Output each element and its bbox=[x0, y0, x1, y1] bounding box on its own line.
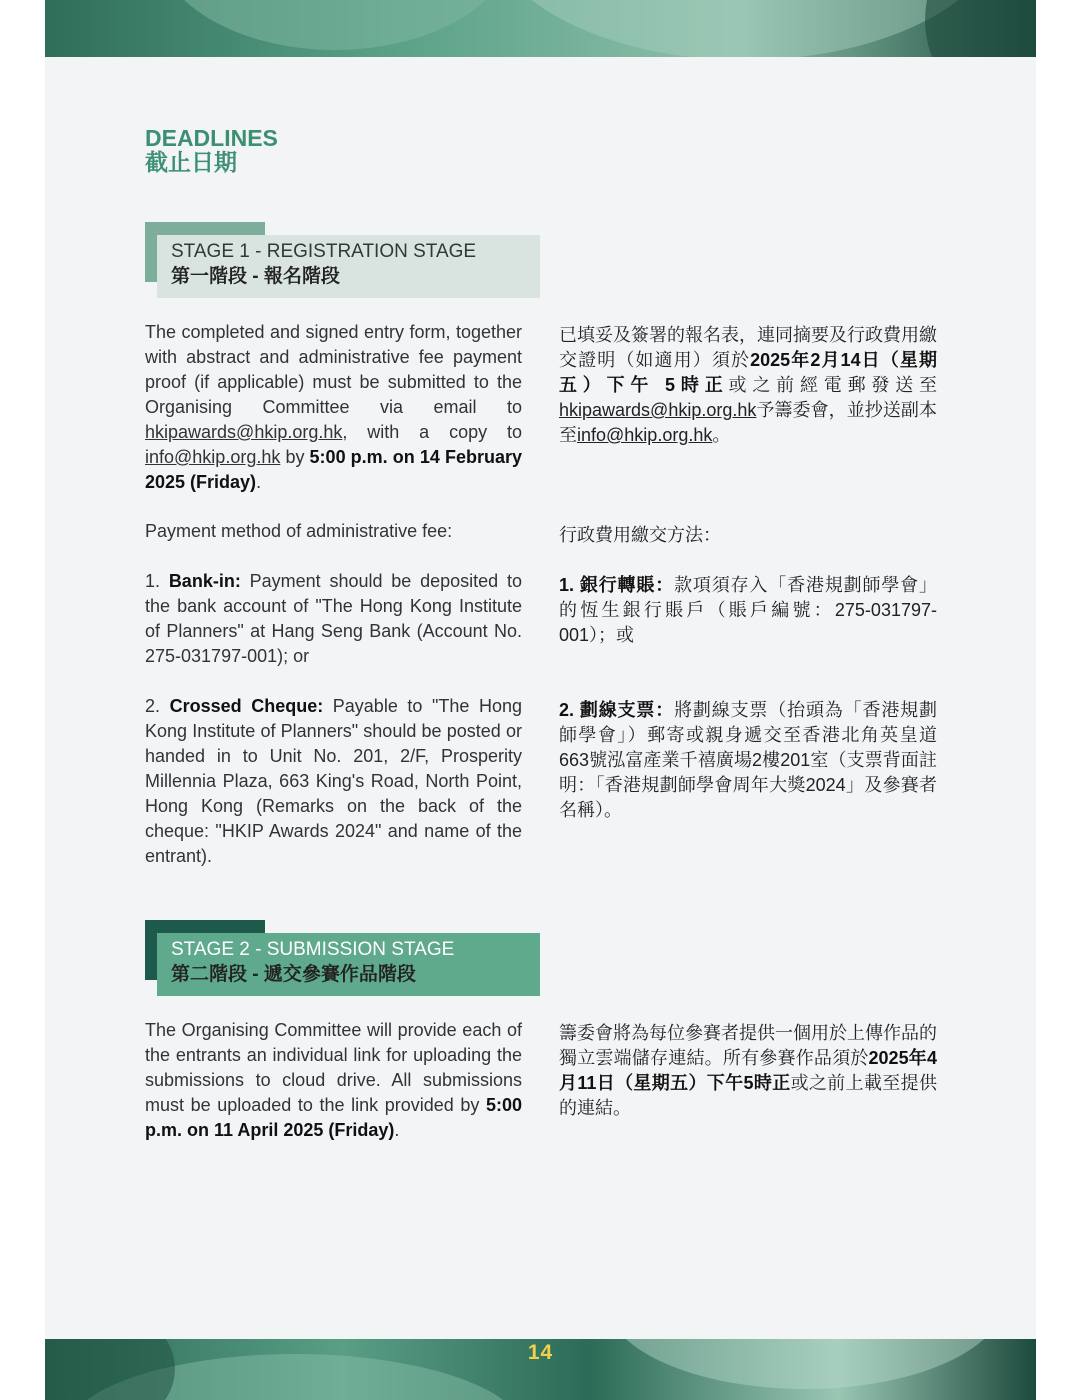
text: , with a copy to bbox=[342, 422, 522, 442]
text: . bbox=[394, 1120, 400, 1140]
stage1-zh-paragraph bbox=[559, 323, 937, 448]
stage2-en-paragraph bbox=[145, 1018, 522, 1143]
stage2-zh-paragraph bbox=[559, 1021, 937, 1121]
stage1-deadline-zh: 2025年2月14日（星期五）下午 5時正 bbox=[559, 350, 938, 395]
email-link-hkipawards-zh[interactable]: hkipawards@hkip.org.hk bbox=[559, 400, 757, 420]
stage2-deadline-zh: 2025年4月11日（星期五）下午5時正 bbox=[559, 1048, 937, 1093]
cheque-paragraph-en bbox=[145, 694, 522, 869]
text: 已填妥及簽署的報名表，連同摘要及行政費用繳交證明（如適用）須於 bbox=[559, 325, 937, 370]
stage2-banner bbox=[145, 920, 540, 996]
page-number: 14 bbox=[527, 1341, 554, 1364]
bank-in-paragraph-zh bbox=[559, 573, 937, 648]
text: 籌委會將為每位參賽者提供一個用於上傳作品的獨立雲端儲存連結。所有參賽作品須於 bbox=[559, 1023, 937, 1068]
bank-in-paragraph-en bbox=[145, 569, 522, 669]
email-link-info-zh[interactable]: info@hkip.org.hk bbox=[577, 425, 713, 445]
heading-zh: 截止日期 bbox=[145, 149, 237, 175]
heading-en: DEADLINES bbox=[145, 125, 278, 151]
stage2-banner-box bbox=[157, 933, 540, 996]
text: . bbox=[256, 472, 262, 492]
text: Payable to "The Hong Kong Institute of Planners" should be posted or handed in to Unit No. 201, 2/F, Prosperity Millennia Plaza, 663 King's Road, North Point, Hong Kong (Remarks on the back of the cheque: "HKIP Awards 2024" and name of the entrant). bbox=[145, 696, 522, 866]
text: 或之前上載至提供的連結。 bbox=[559, 1073, 937, 1118]
text: The Organising Committee will provide each of the entrants an individual link for uploading the submissions to cloud drive. All submissions must be uploaded to the link provided by bbox=[145, 1020, 522, 1115]
stage2-title-en: STAGE 2 - SUBMISSION STAGE bbox=[171, 939, 455, 960]
text: Payment should be deposited to the bank account of "The Hong Kong Institute of Planners" at Hang Seng Bank (Account No. 275-031797-001); or bbox=[145, 571, 522, 666]
bank-in-label-en: Bank-in: bbox=[168, 571, 241, 591]
stage1-deadline-en: 5:00 p.m. on 14 February 2025 (Friday) bbox=[145, 447, 522, 492]
top-decorative-band bbox=[45, 0, 1036, 57]
payment-method-label-en: Payment method of administrative fee: bbox=[145, 521, 453, 541]
stage2-deadline-en: 5:00 p.m. on 11 April 2025 (Friday) bbox=[145, 1095, 522, 1140]
text: by bbox=[280, 447, 310, 467]
payment-method-label-zh: 行政費用繳交方法： bbox=[559, 525, 721, 545]
email-link-info[interactable]: info@hkip.org.hk bbox=[145, 447, 281, 467]
text: 。 bbox=[712, 425, 731, 445]
email-link-hkipawards[interactable]: hkipawards@hkip.org.hk bbox=[145, 422, 343, 442]
text: 或之前經電郵發送至 bbox=[728, 375, 938, 395]
cheque-paragraph-zh bbox=[559, 698, 937, 823]
cheque-label-en: Crossed Cheque: bbox=[169, 696, 324, 716]
text: The completed and signed entry form, together with abstract and administrative fee payment proof (if applicable) must be submitted to the Organising Committee via email to bbox=[145, 322, 522, 417]
stage1-banner bbox=[145, 222, 540, 298]
text: 予籌委會，並抄送副本至 bbox=[559, 400, 937, 445]
stage1-title-en: STAGE 1 - REGISTRATION STAGE bbox=[171, 241, 477, 262]
deadlines-heading bbox=[145, 126, 278, 174]
stage2-title-zh: 第二階段 - 遞交參賽作品階段 bbox=[171, 964, 416, 985]
text: 款項須存入「香港規劃師學會」的恆生銀行賬戶（賬戶編號：275-031797-001）；或 bbox=[559, 575, 937, 645]
stage1-banner-box bbox=[157, 235, 540, 298]
cheque-label-zh: 2. 劃線支票： bbox=[559, 700, 675, 720]
page bbox=[45, 0, 1036, 1400]
bank-in-label-zh: 1. 銀行轉賬： bbox=[559, 575, 675, 595]
text: 2. bbox=[145, 696, 170, 716]
text: 將劃線支票（抬頭為「香港規劃師學會」）郵寄或親身遞交至香港北角英皇道663號泓富產業千禧廣場2樓201室（支票背面註明：「香港規劃師學會周年大獎2024」及參賽者名稱）。 bbox=[559, 700, 937, 820]
text: 1. bbox=[145, 571, 169, 591]
stage1-en-paragraph bbox=[145, 320, 522, 495]
stage1-title-zh: 第一階段 - 報名階段 bbox=[171, 266, 340, 287]
